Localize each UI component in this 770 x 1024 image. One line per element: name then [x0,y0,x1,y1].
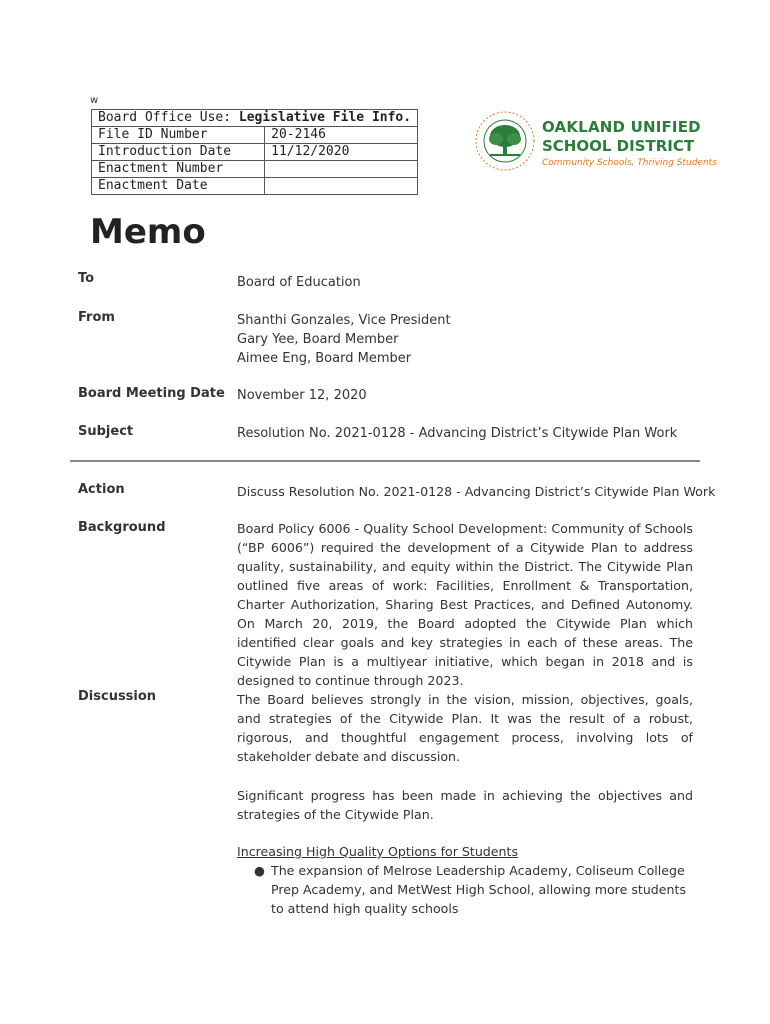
table-row [92,161,418,178]
action-text: Discuss Resolution No. 2021-0128 - Advancing District’s Citywide Plan Work [237,484,716,499]
enactment-date-value [265,178,418,195]
action-label: Action [78,482,125,497]
enactment-number-value [265,161,418,178]
district-logo [474,108,717,174]
table-header [92,110,418,127]
logo-line1: OAKLAND UNIFIED [542,118,701,136]
background-label: Background [78,520,166,535]
from-line: Gary Yee, Board Member [237,332,399,347]
table-row [92,144,418,161]
from-label: From [78,310,115,325]
tree-seal-icon [474,110,536,172]
meeting-date-label: Board Meeting Date [78,386,225,401]
introduction-date-label: Introduction Date [92,144,265,161]
to-label: To [78,271,95,286]
list-item [254,861,693,918]
logo-tagline: Community Schools, Thriving Students [542,158,717,168]
subject-label: Subject [78,424,134,439]
meeting-date-value: November 12, 2020 [237,388,367,403]
discussion-paragraph-2: Significant progress has been made in achieving the objectives and strategies of the Citywide Plan. [237,788,693,822]
background-text: Board Policy 6006 - Quality School Development: Community of Schools (“BP 6006”) required the development of a Citywide Plan to address quality, sustainability, and equity within the District. The Citywide Plan outlined five areas of work: Facilities, Enrollment & Transportation, Charter Authorization, Sharing Best Practices, and Defined Autonomy. On March 20, 2019, the Board adopted the Citywide Plan which identified clear goals and key strategies in each of these areas. The Citywide Plan is a multiyear initiative, which began in 2018 and is designed to continue through 2023. [237,521,693,688]
enactment-date-label: Enactment Date [92,178,265,195]
bullet-icon: ● [254,863,265,878]
header-prefix: Board Office Use: [98,110,239,125]
discussion-paragraph-1: The Board believes strongly in the vision, mission, objectives, goals, and strategies of the Citywide Plan. It was the result of a robust, rigorous, and thoughtful engagement process, involving lots of stakeholder debate and discussion. [237,692,693,764]
logo-line2: SCHOOL DISTRICT [542,137,695,155]
from-lines [237,311,451,368]
bullet-list [237,861,693,918]
legislative-file-table [91,109,418,195]
list-item-text: The expansion of Melrose Leadership Academy, Coliseum College Prep Academy, and MetWest High School, allowing more students to attend high quality schools [271,863,687,916]
table-row [92,178,418,195]
discussion-label: Discussion [78,689,157,704]
section-divider [70,460,700,462]
file-id-label: File ID Number [92,127,265,144]
from-line: Shanthi Gonzales, Vice President [237,313,451,328]
corner-mark: w [90,95,99,106]
file-id-value: 20-2146 [265,127,418,144]
memo-title: Memo [90,212,206,252]
enactment-number-label: Enactment Number [92,161,265,178]
table-row [92,127,418,144]
header-bold: Legislative File Info. [238,110,412,125]
subheading-high-quality-options: Increasing High Quality Options for Students [237,844,519,859]
introduction-date-value: 11/12/2020 [265,144,418,161]
subject-value: Resolution No. 2021-0128 - Advancing District’s Citywide Plan Work [237,426,678,441]
table-header-row [92,110,418,127]
to-value: Board of Education [237,275,361,290]
from-line: Aimee Eng, Board Member [237,351,412,366]
